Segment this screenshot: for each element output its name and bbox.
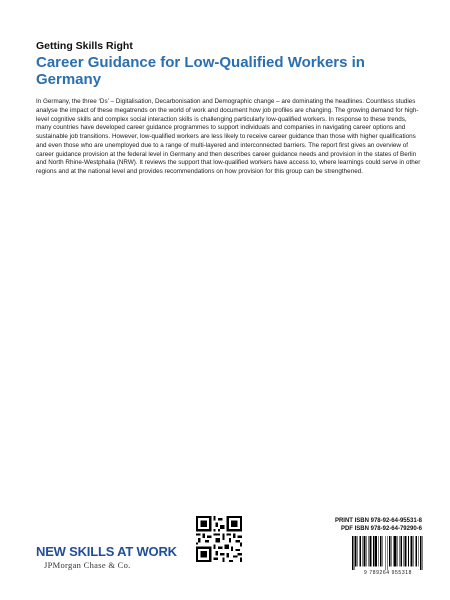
print-isbn: PRINT ISBN 978-92-64-95531-8 <box>334 518 422 524</box>
pdf-isbn: PDF ISBN 978-92-64-79290-6 <box>340 526 422 532</box>
abstract-text: In Germany, the three ‘Ds’ – Digitalisation, Decarbonisation and Demographic change – are dominating the headlines. Countless studies analyse the impact of these megatrends on the world of work and document how job profiles are changing. The growing demand for high-level cognitive skills and complex social interaction skills is challenging particularly low-qualified workers. In response to these trends, many countries have developed career guidance programmes to support individuals and companies in navigating career options and sustainable job transitions. However, low-qualified workers are less likely to receive career guidance than those with higher qualifications and even those who are unemployed due to a range of multi-layered and interconnected barriers. The report first gives an overview of career guidance provision at the federal level in Germany and then describes career guidance needs and provision in the states of Berlin and North Rhine-Westphalia (NRW). It reviews the support that low-qualified workers have access to, where learnings could serve in other regions and at the national level and provides recommendations on how provision for this group can be strengthened. <box>36 98 421 175</box>
qr-code-icon <box>196 516 242 562</box>
barcode-icon <box>352 536 424 570</box>
new-skills-at-work-logo <box>36 545 176 570</box>
isbn-block <box>335 517 422 533</box>
report-title: Career Guidance for Low-Qualified Workers in Germany <box>36 54 365 88</box>
barcode-number: 9 789264 955318 <box>364 570 412 576</box>
series-label: Getting Skills Right <box>36 40 133 52</box>
logo-main-text: NEW SKILLS AT WORK <box>36 544 177 559</box>
logo-sub-text: JPMorgan Chase & Co. <box>44 560 131 570</box>
